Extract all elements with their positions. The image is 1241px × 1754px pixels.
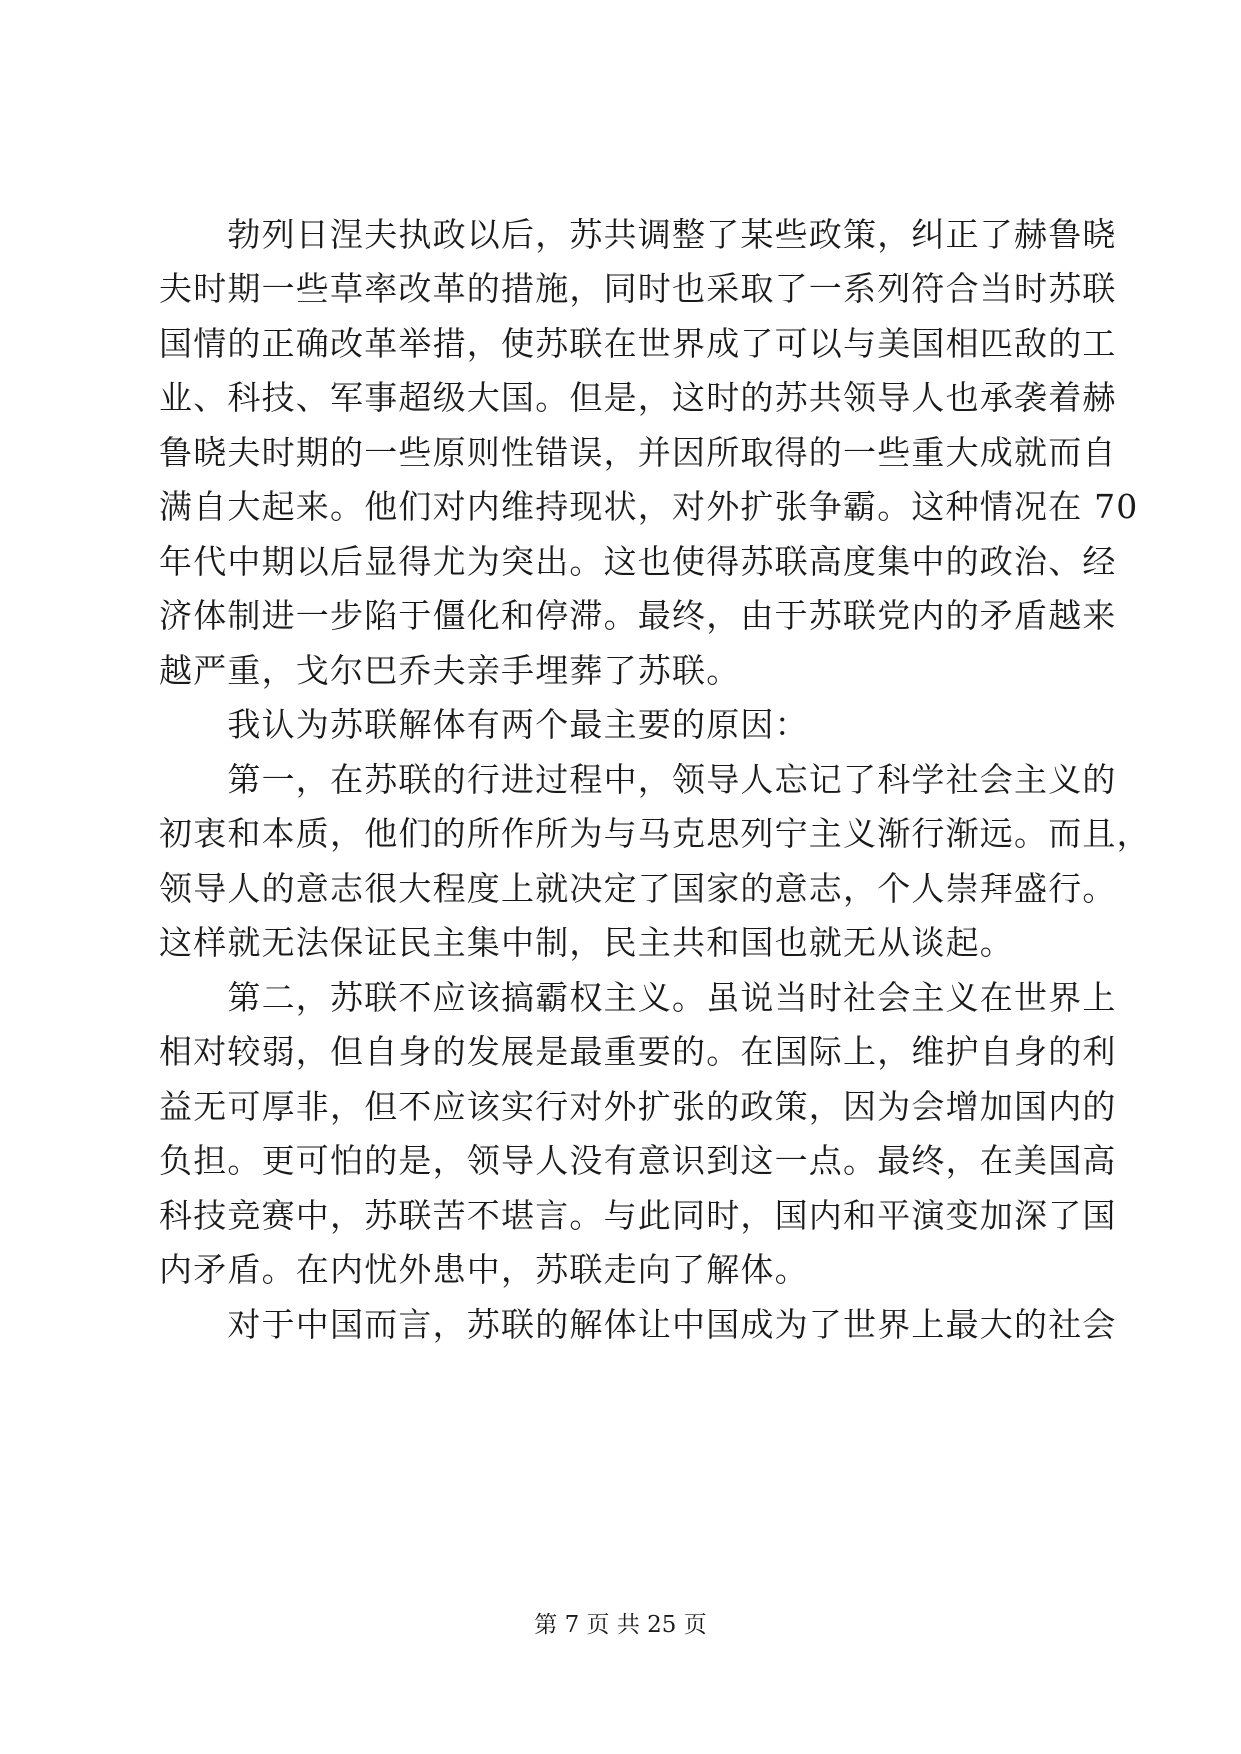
- body-text-line: 领导人的意志很大程度上就决定了国家的意志，个人崇拜盛行。: [159, 869, 1117, 908]
- body-text-line: 科技竞赛中，苏联苦不堪言。与此同时，国内和平演变加深了国: [159, 1196, 1117, 1235]
- body-text-line: 年代中期以后显得尤为突出。这也使得苏联高度集中的政治、经: [159, 542, 1117, 581]
- body-text-line: 第一，在苏联的行进过程中，领导人忘记了科学社会主义的: [159, 760, 1117, 799]
- body-text-line: 益无可厚非，但不应该实行对外扩张的政策，因为会增加国内的: [159, 1087, 1117, 1126]
- body-text-line: 勃列日涅夫执政以后，苏共调整了某些政策，纠正了赫鲁晓: [159, 215, 1117, 254]
- body-text-line: 内矛盾。在内忧外患中，苏联走向了解体。: [159, 1250, 809, 1289]
- body-text-line: 济体制进一步陷于僵化和停滞。最终，由于苏联党内的矛盾越来: [159, 596, 1117, 635]
- body-text-line: 业、科技、军事超级大国。但是，这时的苏共领导人也承袭着赫: [159, 378, 1117, 417]
- body-text-line: 我认为苏联解体有两个最主要的原因：: [159, 705, 809, 744]
- body-text-line: 负担。更可怕的是，领导人没有意识到这一点。最终，在美国高: [159, 1141, 1117, 1180]
- body-text-line: 越严重，戈尔巴乔夫亲手埋葬了苏联。: [159, 651, 741, 690]
- page-number-footer: 第 7 页 共 25 页: [534, 1612, 707, 1638]
- body-text-line: 这样就无法保证民主集中制，民主共和国也就无从谈起。: [159, 923, 1014, 962]
- body-text-line: 初衷和本质，他们的所作所为与马克思列宁主义渐行渐远。而且，: [159, 814, 1151, 853]
- body-text-line: 满自大起来。他们对内维持现状，对外扩张争霸。这种情况在 70: [159, 487, 1139, 526]
- body-text-line: 国情的正确改革举措，使苏联在世界成了可以与美国相匹敌的工: [159, 324, 1117, 363]
- body-text-line: 第二，苏联不应该搞霸权主义。虽说当时社会主义在世界上: [159, 978, 1117, 1017]
- body-text-line: 相对较弱，但自身的发展是最重要的。在国际上，维护自身的利: [159, 1032, 1117, 1071]
- body-text-line: 对于中国而言，苏联的解体让中国成为了世界上最大的社会: [159, 1305, 1117, 1344]
- body-text-line: 鲁晓夫时期的一些原则性错误，并因所取得的一些重大成就而自: [159, 433, 1117, 472]
- body-text-line: 夫时期一些草率改革的措施，同时也采取了一系列符合当时苏联: [159, 269, 1117, 308]
